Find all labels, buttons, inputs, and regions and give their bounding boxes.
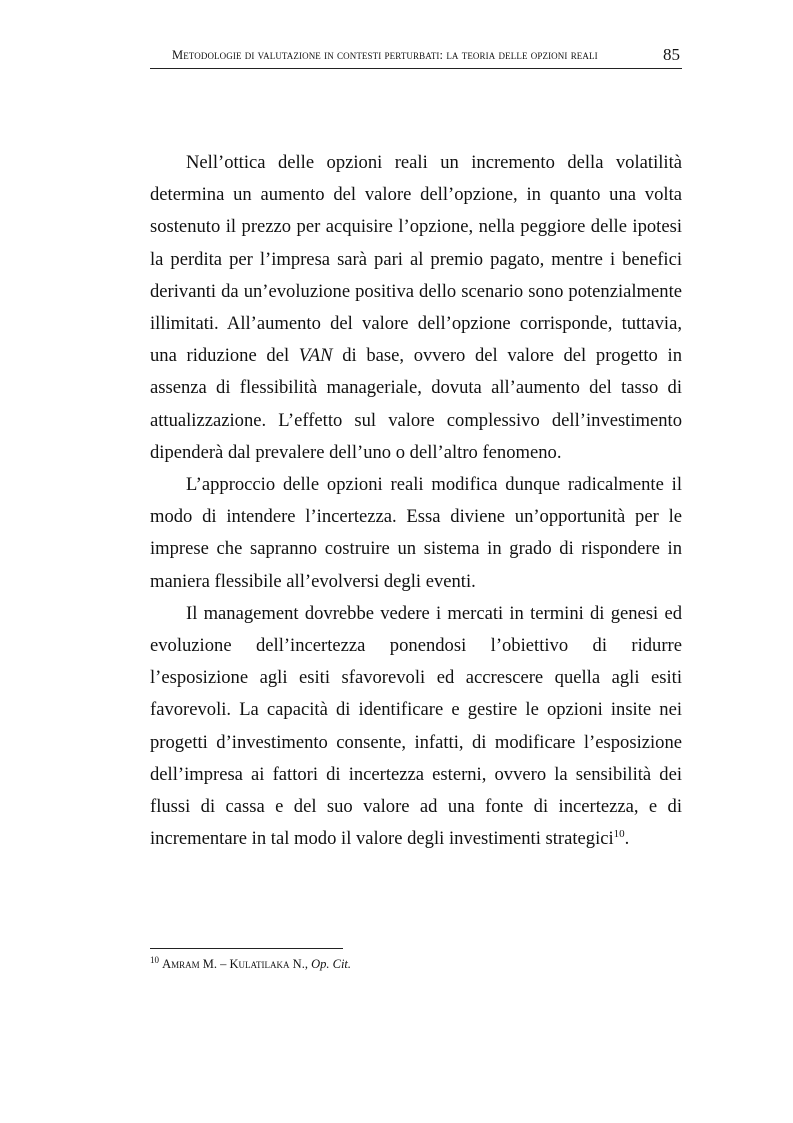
- running-header: [150, 44, 682, 69]
- footnote-number: 10: [150, 954, 159, 965]
- paragraph-1-emphasis: VAN: [298, 345, 333, 367]
- paragraph-3: [150, 598, 682, 856]
- footnote-separator: [150, 948, 343, 949]
- footnote-source: Op. Cit.: [311, 957, 352, 971]
- paragraph-3-text: Il management dovrebbe vedere i mercati in termini di genesi ed evoluzione dell’incertezza ponendosi l’obiettivo di ridurre l’esposizione agli esiti sfavorevoli ed accrescere quella agli esiti favorevoli. La capacità di identificare e gestire le opzioni insite nei progetti d’investimento consente, infatti, di modificare l’esposizione dell’impresa ai fattori di incertezza esterni, ovvero la sensibilità dei flussi di cassa e del suo valore ad una fonte di incertezza, e di incrementare in tal modo il valore degli investimenti strategici: [150, 602, 682, 850]
- paragraph-1-text-start: Nell’ottica delle opzioni reali un incremento della volatilità determina un aumento del valore dell’opzione, in quanto una volta sostenuto il prezzo per acquisire l’opzione, nella peggiore delle ipotesi la perdita per l’impresa sarà pari al premio pagato, mentre i benefici derivanti da un’evoluzione positiva dello scenario sono potenzialmente illimitati. All’aumento del valore dell’opzione corrisponde, tuttavia, una riduzione del: [150, 152, 682, 367]
- footnote-authors: Amram M. – Kulatilaka N.,: [162, 957, 308, 971]
- paragraph-2-text: L’approccio delle opzioni reali modifica dunque radicalmente il modo di intendere l’incertezza. Essa diviene un’opportunità per le imprese che sapranno costruire un sistema in grado di rispondere in maniera flessibile all’evolversi degli eventi.: [150, 474, 682, 592]
- paragraph-1: [150, 147, 682, 469]
- paragraph-3-period: .: [624, 828, 630, 850]
- paragraph-2: [150, 469, 682, 598]
- running-header-title: Metodologie di valutazione in contesti perturbati: la teoria delle opzioni reali: [172, 48, 598, 62]
- footnote: [150, 954, 352, 972]
- paragraph-1-text-end: di base, ovvero del valore del progetto in assenza di flessibilità manageriale, dovuta all’aumento del tasso di attualizzazione. L’effetto sul valore complessivo dell’investimento dipenderà dal prevalere dell’uno o dell’altro fenomeno.: [150, 345, 682, 463]
- footnote-reference[interactable]: 10: [613, 828, 625, 841]
- body-text: [150, 147, 682, 855]
- page-number: 85: [663, 45, 680, 64]
